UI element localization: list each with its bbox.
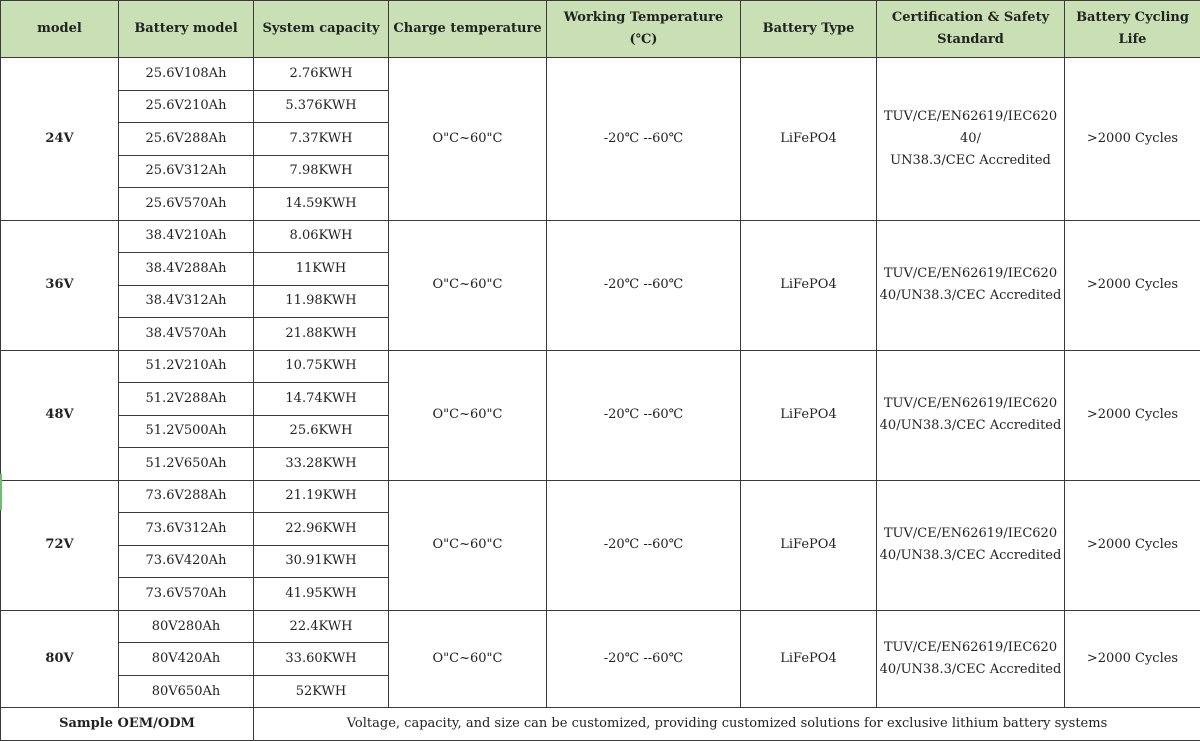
header-battery-model: Battery model bbox=[119, 1, 254, 58]
system-capacity-cell: 41.95KWH bbox=[254, 578, 389, 611]
battery-model-cell: 25.6V288Ah bbox=[119, 123, 254, 156]
system-capacity-cell: 21.88KWH bbox=[254, 318, 389, 351]
certification-text: TUV/CE/EN62619/IEC620 40/ UN38.3/CEC Accredited bbox=[883, 108, 1058, 168]
model-cell: 72V bbox=[1, 480, 119, 610]
battery-model-cell: 51.2V500Ah bbox=[119, 415, 254, 448]
system-capacity-cell: 11KWH bbox=[254, 253, 389, 286]
certification-cell bbox=[877, 610, 1065, 708]
certification-text: TUV/CE/EN62619/IEC620 40/UN38.3/CEC Accredited bbox=[879, 266, 1062, 304]
model-cell: 48V bbox=[1, 350, 119, 480]
battery-model-cell: 73.6V420Ah bbox=[119, 545, 254, 578]
battery-model-cell: 80V280Ah bbox=[119, 610, 254, 643]
certification-text: TUV/CE/EN62619/IEC620 40/UN38.3/CEC Accredited bbox=[879, 526, 1062, 564]
system-capacity-cell: 14.59KWH bbox=[254, 188, 389, 221]
header-charge-temperature: Charge temperature bbox=[389, 1, 547, 58]
cycling-life-cell: >2000 Cycles bbox=[1065, 220, 1200, 350]
system-capacity-cell: 33.28KWH bbox=[254, 448, 389, 481]
battery-model-cell: 51.2V650Ah bbox=[119, 448, 254, 481]
system-capacity-cell: 22.96KWH bbox=[254, 513, 389, 546]
battery-model-cell: 73.6V570Ah bbox=[119, 578, 254, 611]
system-capacity-cell: 25.6KWH bbox=[254, 415, 389, 448]
cycling-life-cell: >2000 Cycles bbox=[1065, 58, 1200, 221]
system-capacity-cell: 14.74KWH bbox=[254, 383, 389, 416]
system-capacity-cell: 30.91KWH bbox=[254, 545, 389, 578]
battery-model-cell: 25.6V570Ah bbox=[119, 188, 254, 221]
customization-note: Voltage, capacity, and size can be customized, providing customized solutions for exclusive lithium battery systems bbox=[254, 708, 1200, 741]
table-row bbox=[1, 350, 1200, 383]
cycling-life-cell: >2000 Cycles bbox=[1065, 350, 1200, 480]
cycling-life-cell: >2000 Cycles bbox=[1065, 610, 1200, 708]
battery-type-cell: LiFePO4 bbox=[741, 220, 877, 350]
system-capacity-cell: 2.76KWH bbox=[254, 58, 389, 91]
table-row bbox=[1, 610, 1200, 643]
battery-model-cell: 25.6V312Ah bbox=[119, 155, 254, 188]
table-row bbox=[1, 480, 1200, 513]
working-temperature-cell: -20℃ --60℃ bbox=[547, 610, 741, 708]
system-capacity-cell: 5.376KWH bbox=[254, 90, 389, 123]
battery-model-cell: 80V650Ah bbox=[119, 675, 254, 708]
oem-odm-label: Sample OEM/ODM bbox=[1, 708, 254, 741]
table-row bbox=[1, 220, 1200, 253]
battery-model-cell: 80V420Ah bbox=[119, 643, 254, 676]
working-temperature-cell: -20℃ --60℃ bbox=[547, 58, 741, 221]
model-cell: 24V bbox=[1, 58, 119, 221]
battery-model-cell: 25.6V108Ah bbox=[119, 58, 254, 91]
certification-cell bbox=[877, 58, 1065, 221]
header-row bbox=[1, 1, 1200, 58]
system-capacity-cell: 33.60KWH bbox=[254, 643, 389, 676]
battery-model-cell: 38.4V570Ah bbox=[119, 318, 254, 351]
certification-text: TUV/CE/EN62619/IEC620 40/UN38.3/CEC Accredited bbox=[879, 396, 1062, 434]
charge-temperature-cell: O"C~60"C bbox=[389, 480, 547, 610]
edge-accent-mark bbox=[0, 474, 2, 510]
battery-model-cell: 51.2V288Ah bbox=[119, 383, 254, 416]
battery-type-cell: LiFePO4 bbox=[741, 58, 877, 221]
charge-temperature-cell: O"C~60"C bbox=[389, 610, 547, 708]
certification-text: TUV/CE/EN62619/IEC620 40/UN38.3/CEC Accredited bbox=[879, 640, 1062, 678]
working-temperature-cell: -20℃ --60℃ bbox=[547, 480, 741, 610]
model-cell: 80V bbox=[1, 610, 119, 708]
model-cell: 36V bbox=[1, 220, 119, 350]
battery-model-cell: 38.4V288Ah bbox=[119, 253, 254, 286]
header-system-capacity: System capacity bbox=[254, 1, 389, 58]
battery-model-cell: 38.4V210Ah bbox=[119, 220, 254, 253]
system-capacity-cell: 21.19KWH bbox=[254, 480, 389, 513]
system-capacity-cell: 7.98KWH bbox=[254, 155, 389, 188]
battery-type-cell: LiFePO4 bbox=[741, 350, 877, 480]
charge-temperature-cell: O"C~60"C bbox=[389, 350, 547, 480]
charge-temperature-cell: O"C~60"C bbox=[389, 220, 547, 350]
battery-model-cell: 73.6V288Ah bbox=[119, 480, 254, 513]
certification-cell bbox=[877, 220, 1065, 350]
table-row bbox=[1, 58, 1200, 91]
battery-type-cell: LiFePO4 bbox=[741, 610, 877, 708]
charge-temperature-cell: O"C~60"C bbox=[389, 58, 547, 221]
working-temperature-cell: -20℃ --60℃ bbox=[547, 220, 741, 350]
battery-model-cell: 73.6V312Ah bbox=[119, 513, 254, 546]
battery-model-cell: 25.6V210Ah bbox=[119, 90, 254, 123]
system-capacity-cell: 8.06KWH bbox=[254, 220, 389, 253]
system-capacity-cell: 7.37KWH bbox=[254, 123, 389, 156]
system-capacity-cell: 10.75KWH bbox=[254, 350, 389, 383]
cycling-life-cell: >2000 Cycles bbox=[1065, 480, 1200, 610]
header-model: model bbox=[1, 1, 119, 58]
battery-model-cell: 38.4V312Ah bbox=[119, 285, 254, 318]
system-capacity-cell: 52KWH bbox=[254, 675, 389, 708]
header-battery-type: Battery Type bbox=[741, 1, 877, 58]
footer-row bbox=[1, 708, 1200, 741]
header-working-temperature: Working Temperature (℃) bbox=[547, 1, 741, 58]
header-cycling-life: Battery Cycling Life bbox=[1065, 1, 1200, 58]
certification-cell bbox=[877, 480, 1065, 610]
certification-cell bbox=[877, 350, 1065, 480]
battery-type-cell: LiFePO4 bbox=[741, 480, 877, 610]
battery-model-cell: 51.2V210Ah bbox=[119, 350, 254, 383]
header-certification: Certification & Safety Standard bbox=[877, 1, 1065, 58]
system-capacity-cell: 22.4KWH bbox=[254, 610, 389, 643]
working-temperature-cell: -20℃ --60℃ bbox=[547, 350, 741, 480]
system-capacity-cell: 11.98KWH bbox=[254, 285, 389, 318]
